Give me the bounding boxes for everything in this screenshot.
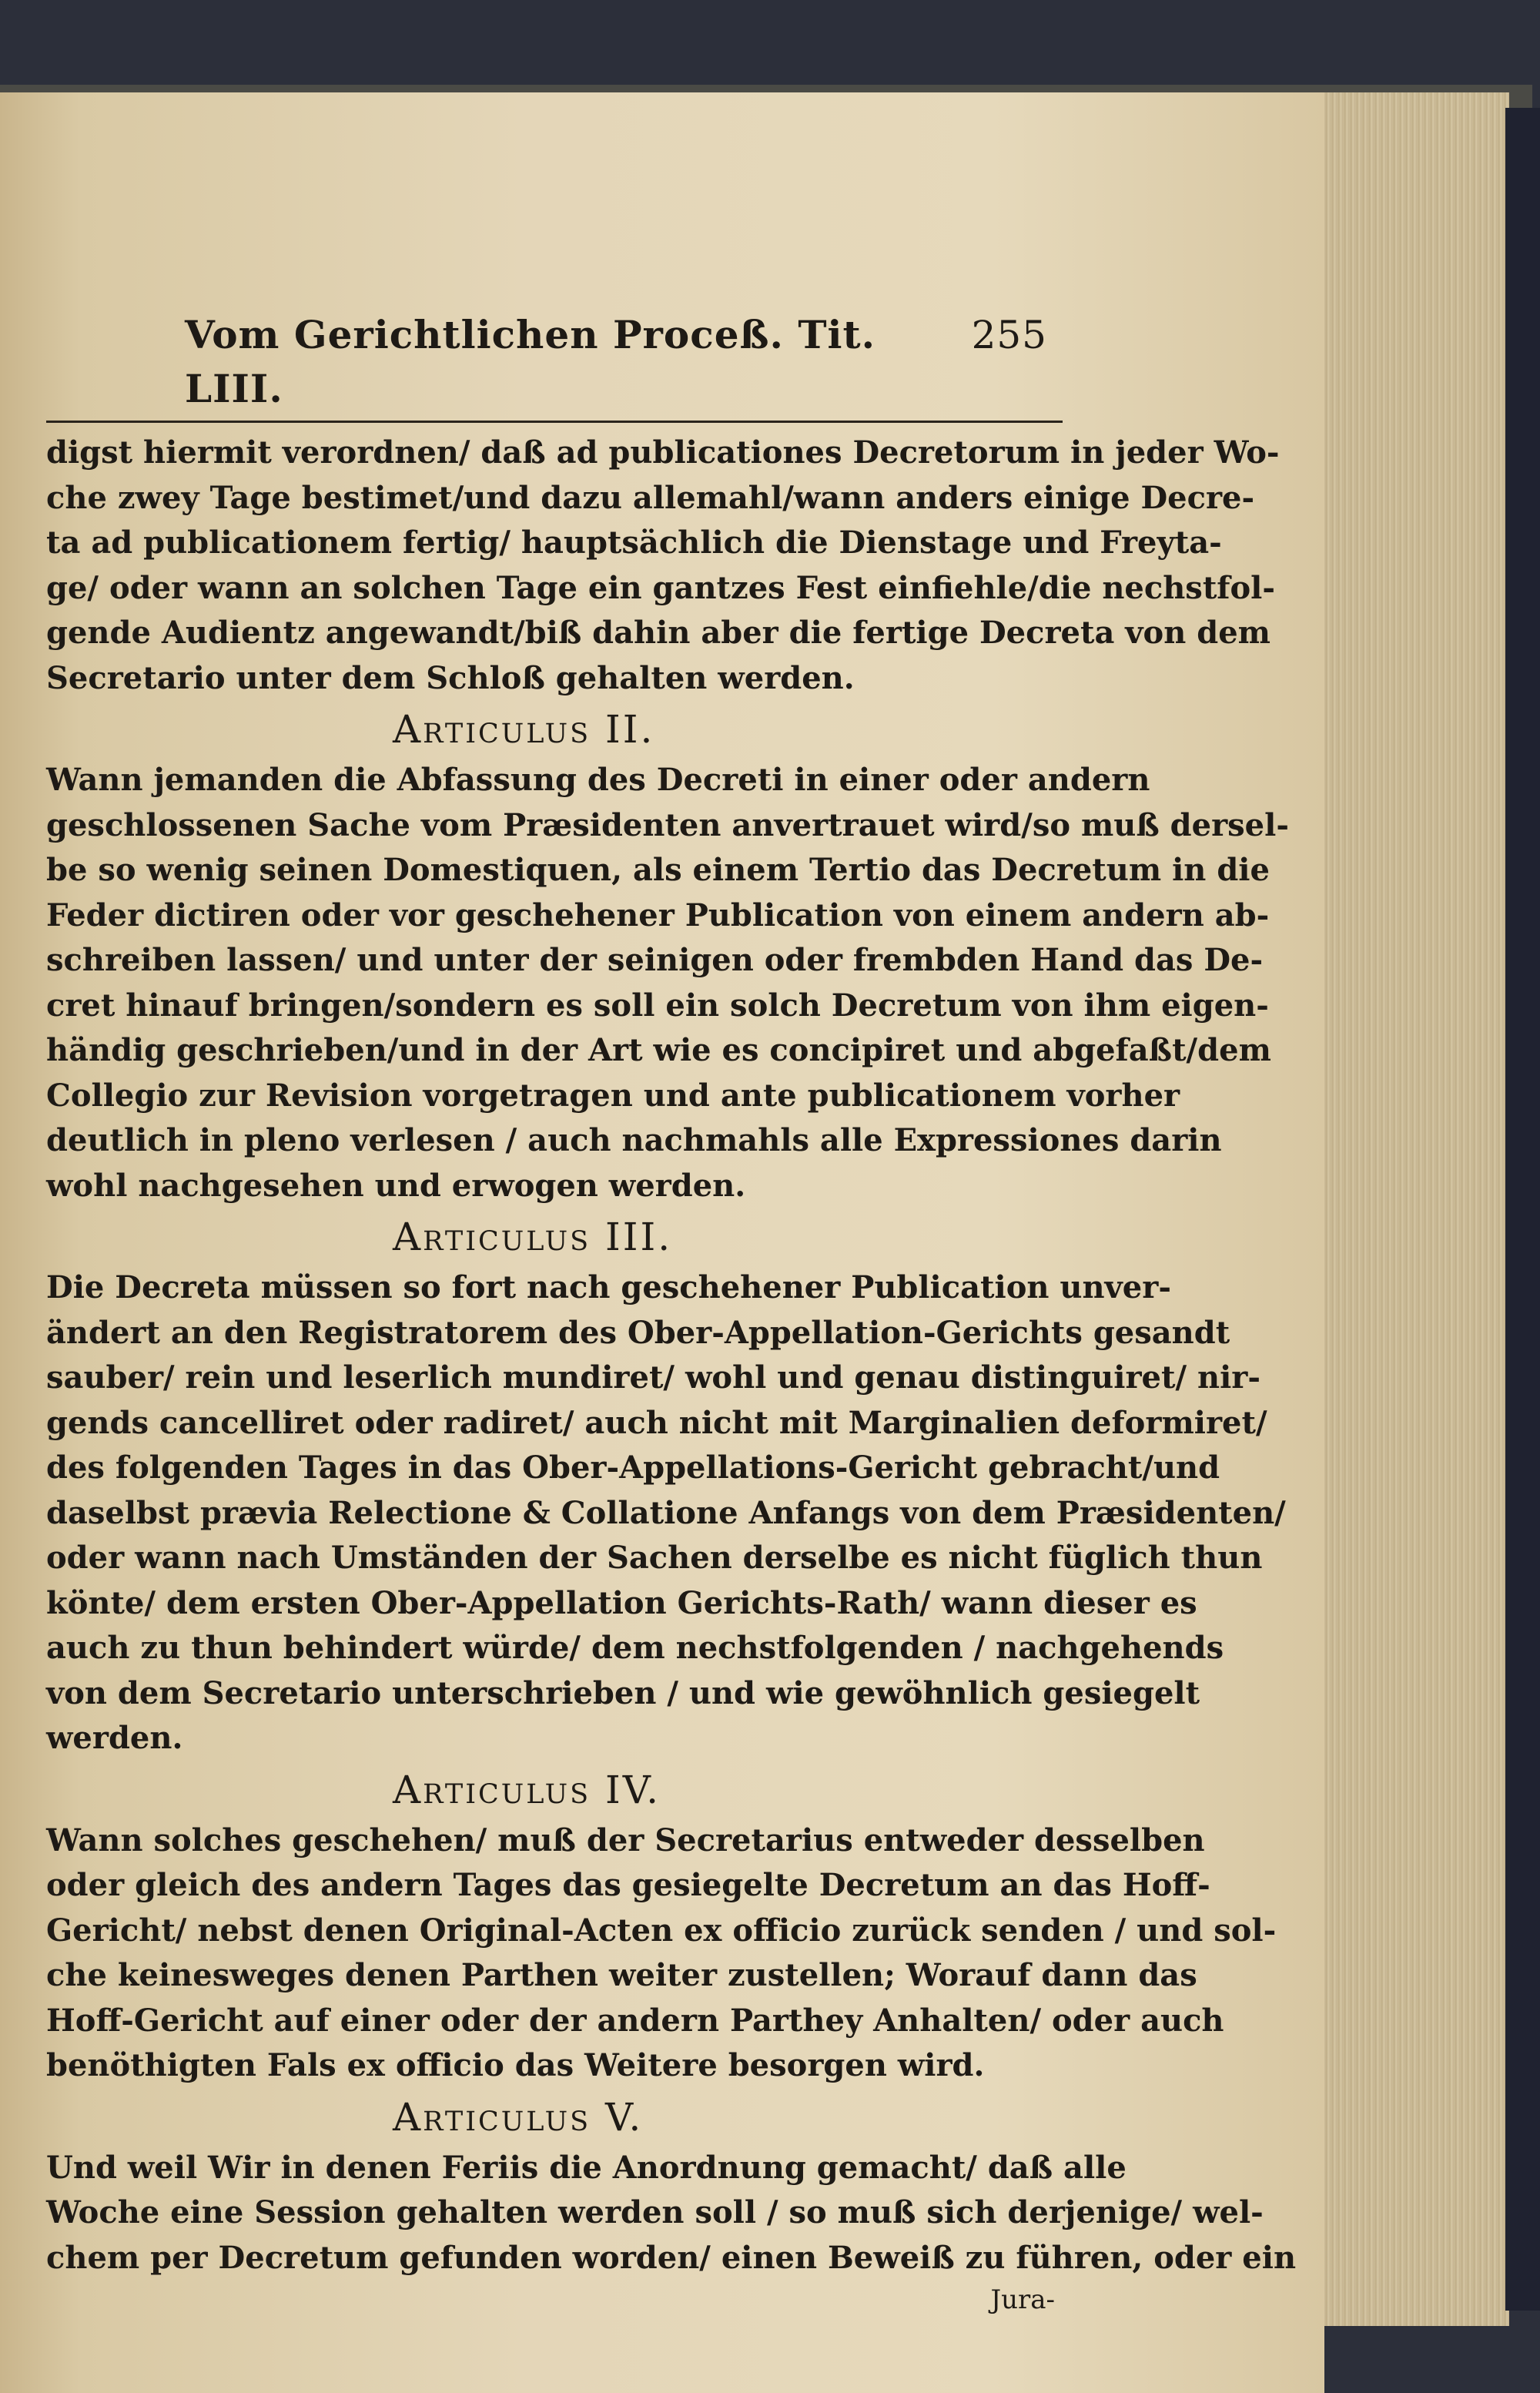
- text-line: cret hinauf bringen/sondern es soll ein solch Decretum von ihm eigen-: [46, 987, 1269, 1024]
- article-heading: Articulus II.: [393, 707, 655, 752]
- running-head-title: Vom Gerichtlichen Proceß. Tit. LIII.: [185, 312, 876, 411]
- text-line: Gericht/ nebst denen Original-Acten ex officio zurück senden / und sol-: [46, 1912, 1277, 1949]
- page-number: 255: [971, 313, 1047, 357]
- article-paragraph: [46, 758, 1289, 1208]
- text-line: oder gleich des andern Tages das gesiegelte Decretum an das Hoff-: [46, 1867, 1210, 1903]
- text-line: daselbst prævia Relectione & Collatione Anfangs von dem Præsidenten/: [46, 1494, 1286, 1531]
- article-heading: Articulus IV.: [393, 1767, 661, 1812]
- text-line: Wann solches geschehen/ muß der Secretarius entweder desselben: [46, 1822, 1205, 1858]
- text-line: schreiben lassen/ und unter der seinigen oder frembden Hand das De-: [46, 942, 1264, 978]
- text-line: Collegio zur Revision vorgetragen und ante publicationem vorher: [46, 1077, 1180, 1114]
- text-line: Die Decreta müssen so fort nach geschehener Publication unver-: [46, 1269, 1171, 1305]
- text-line: ändert an den Registratorem des Ober-Appellation-Gerichts gesandt: [46, 1314, 1230, 1351]
- text-line: chem per Decretum gefunden worden/ einen Beweiß zu führen, oder ein: [46, 2239, 1297, 2276]
- text-line: che zwey Tage bestimet/und dazu allemahl/wann anders einige Decre-: [46, 479, 1255, 516]
- text-line: auch zu thun behindert würde/ dem nechstfolgenden / nachgehends: [46, 1630, 1224, 1666]
- text-line: Wann jemanden die Abfassung des Decreti in einer oder andern: [46, 762, 1150, 798]
- article-heading: Articulus III.: [393, 1215, 673, 1259]
- page-text: [46, 308, 1297, 2319]
- head-rule: [46, 421, 1063, 423]
- text-line: werden.: [46, 1720, 183, 1756]
- text-line: ta ad publicationem fertig/ hauptsächlich die Dienstage und Freyta-: [46, 525, 1222, 561]
- text-line: ge/ oder wann an solchen Tage ein gantzes Fest einfiehle/die nechstfol-: [46, 569, 1275, 606]
- text-line: wohl nachgesehen und erwogen werden.: [46, 1167, 746, 1204]
- article-heading: Articulus V.: [393, 2094, 644, 2140]
- running-head: [46, 308, 1063, 416]
- page-block-edge: [1324, 92, 1509, 2326]
- text-line: von dem Secretario unterschrieben / und wie gewöhnlich gesiegelt: [46, 1674, 1200, 1711]
- text-line: des folgenden Tages in das Ober-Appellations-Gericht gebracht/und: [46, 1450, 1220, 1486]
- text-line: Feder dictiren oder vor geschehener Publication von einem andern ab-: [46, 897, 1270, 933]
- text-line: gende Audientz angewandt/biß dahin aber die fertige Decreta von dem: [46, 615, 1270, 651]
- text-line: deutlich in pleno verlesen / auch nachmahls alle Expressiones darin: [46, 1122, 1222, 1158]
- catchword: Jura-: [990, 2284, 1055, 2315]
- text-line: digst hiermit verordnen/ daß ad publicationes Decretorum in jeder Wo-: [46, 434, 1280, 471]
- book-cover-edge: [1505, 108, 1540, 2311]
- text-line: Hoff-Gericht auf einer oder der andern Parthey Anhalten/ oder auch: [46, 2002, 1224, 2039]
- text-line: händig geschrieben/und in der Art wie es concipiret und abgefaßt/dem: [46, 1032, 1271, 1068]
- article-paragraph: [46, 2146, 1297, 2281]
- text-line: benöthigten Fals ex officio das Weitere besorgen wird.: [46, 2047, 985, 2083]
- text-line: Woche eine Session gehalten werden soll / so muß sich derjenige/ wel-: [46, 2194, 1264, 2230]
- intro-paragraph: [46, 431, 1280, 701]
- article-paragraph: [46, 1265, 1286, 1761]
- text-line: oder wann nach Umständen der Sachen derselbe es nicht füglich thun: [46, 1540, 1263, 1576]
- text-line: sauber/ rein und leserlich mundiret/ wohl und genau distinguiret/ nir-: [46, 1359, 1260, 1396]
- text-line: che keinesweges denen Parthen weiter zustellen; Worauf dann das: [46, 1957, 1197, 1993]
- text-line: gends cancelliret oder radiret/ auch nicht mit Marginalien deformiret/: [46, 1404, 1267, 1441]
- text-line: be so wenig seinen Domestiquen, als einem Tertio das Decretum in die: [46, 852, 1270, 888]
- article-paragraph: [46, 1818, 1277, 2089]
- text-line: Und weil Wir in denen Feriis die Anordnung gemacht/ daß alle: [46, 2149, 1127, 2186]
- text-line: könte/ dem ersten Ober-Appellation Gerichts-Rath/ wann dieser es: [46, 1584, 1197, 1621]
- text-line: Secretario unter dem Schloß gehalten werden.: [46, 659, 855, 696]
- text-line: geschlossenen Sache vom Præsidenten anvertrauet wird/so muß dersel-: [46, 806, 1289, 843]
